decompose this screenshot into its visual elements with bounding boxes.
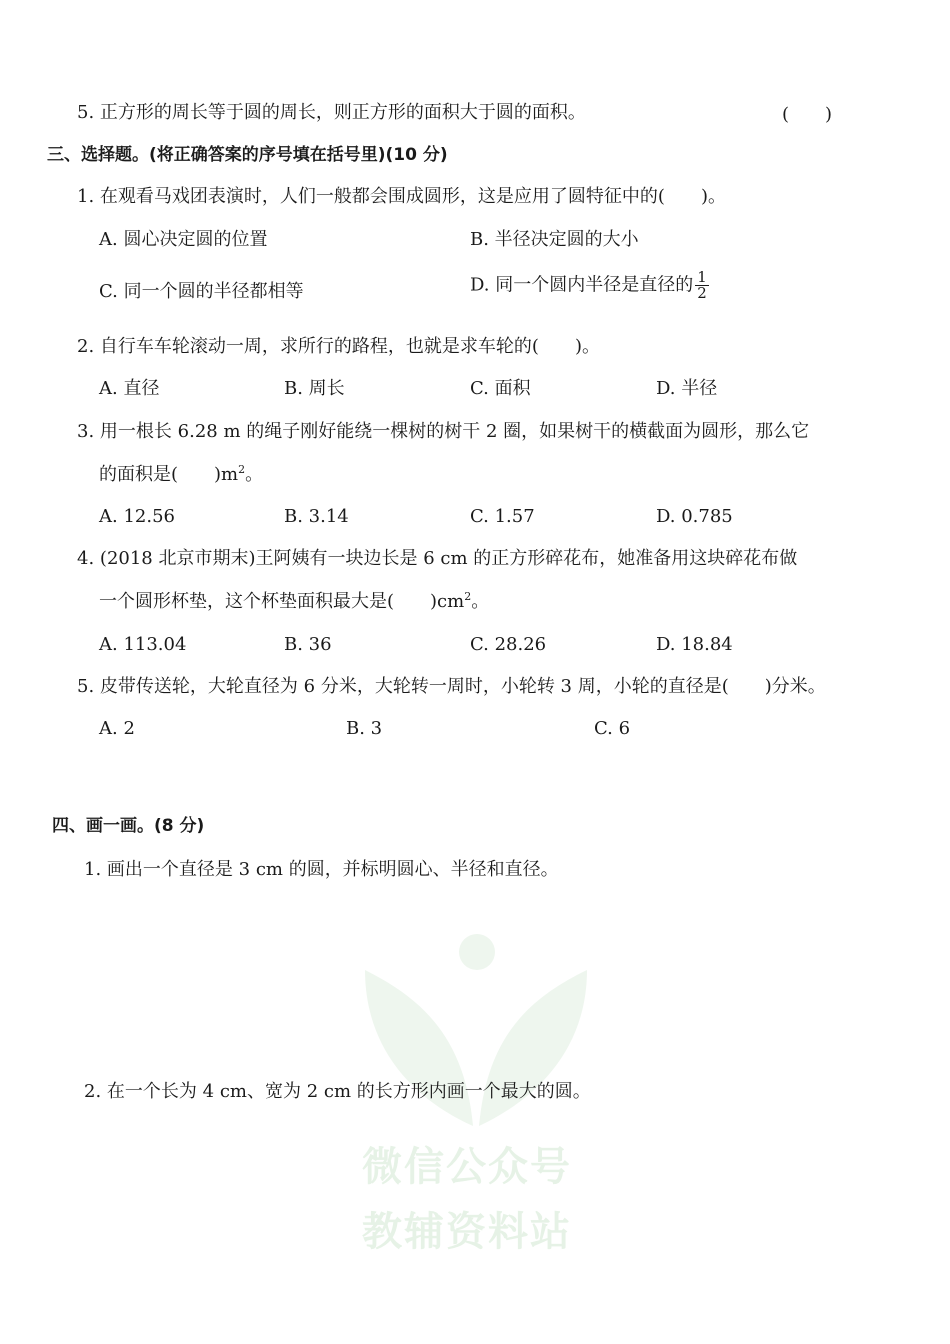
watermark-line1: 微信公众号 — [362, 1144, 572, 1190]
watermark-line2: 教辅资料站 — [362, 1209, 572, 1255]
question-end: 。 — [471, 591, 490, 612]
option-b[interactable]: B. 36 — [284, 634, 332, 655]
question-number: 5. — [77, 676, 95, 697]
choice-question-3 — [77, 419, 809, 445]
drawing-question-1 — [84, 857, 559, 883]
option-b[interactable]: B. 3.14 — [284, 506, 349, 527]
question-number: 5. — [77, 102, 95, 123]
choice-question-3-line2 — [99, 462, 263, 488]
superscript: 2 — [464, 590, 472, 603]
option-a[interactable]: A. 圆心决定圆的位置 — [99, 229, 268, 250]
question-text: (2018 北京市期末)王阿姨有一块边长是 6 cm 的正方形碎花布，她准备用这块碎花布做 — [99, 548, 798, 569]
question-number: 2. — [84, 1081, 102, 1102]
question-text: 画出一个直径是 3 cm 的圆，并标明圆心、半径和直径。 — [106, 859, 559, 880]
choice-question-4-line2 — [99, 589, 489, 615]
choice-question-1 — [77, 184, 726, 210]
answer-blank[interactable]: ( ) — [782, 104, 833, 125]
option-c[interactable]: C. 面积 — [470, 378, 531, 399]
question-number: 1. — [77, 186, 95, 207]
question-number: 3. — [77, 421, 95, 442]
question-number: 1. — [84, 859, 102, 880]
fraction-denominator: 2 — [697, 284, 707, 302]
question-text: 在一个长为 4 cm、宽为 2 cm 的长方形内画一个最大的圆。 — [106, 1081, 591, 1102]
section-3-title: 三、选择题。(将正确答案的序号填在括号里)(10 分) — [47, 145, 448, 165]
option-d[interactable]: D. 半径 — [656, 378, 718, 399]
option-a[interactable]: A. 直径 — [99, 378, 160, 399]
option-b[interactable]: B. 周长 — [284, 378, 345, 399]
question-text: 正方形的周长等于圆的周长，则正方形的面积大于圆的面积。 — [99, 102, 586, 123]
choice-question-5 — [77, 674, 826, 700]
question-text: 自行车车轮滚动一周，求所行的路程，也就是求车轮的( )。 — [99, 336, 600, 357]
option-d[interactable]: D. 0.785 — [656, 506, 733, 527]
question-text: 皮带传送轮，大轮直径为 6 分米，大轮转一周时，小轮转 3 周，小轮的直径是( )分米。 — [99, 676, 826, 697]
question-text: 用一根长 6.28 m 的绳子刚好能绕一棵树的树干 2 圈，如果树干的横截面为圆形，那么它 — [99, 421, 810, 442]
question-number: 4. — [77, 548, 95, 569]
option-c[interactable]: C. 6 — [594, 718, 631, 739]
superscript: 2 — [238, 463, 246, 476]
question-number: 2. — [77, 336, 95, 357]
option-a[interactable]: A. 113.04 — [99, 634, 187, 655]
section-4-title: 四、画一画。(8 分) — [52, 816, 205, 836]
option-d[interactable] — [470, 270, 709, 301]
fraction-numerator: 1 — [697, 268, 707, 286]
option-a[interactable]: A. 12.56 — [99, 506, 175, 527]
question-text-continued: 的面积是( )m — [99, 464, 239, 485]
choice-question-4 — [77, 546, 797, 572]
option-c[interactable]: C. 1.57 — [470, 506, 535, 527]
judge-question-5 — [77, 100, 586, 126]
question-end: 。 — [245, 464, 264, 485]
option-b[interactable]: B. 半径决定圆的大小 — [470, 229, 639, 250]
option-d[interactable]: D. 18.84 — [656, 634, 733, 655]
option-a[interactable]: A. 2 — [99, 718, 135, 739]
question-text-continued: 一个圆形杯垫，这个杯垫面积最大是( )cm — [99, 591, 465, 612]
choice-question-2 — [77, 334, 600, 360]
question-text: 在观看马戏团表演时，人们一般都会围成圆形，这是应用了圆特征中的( )。 — [99, 186, 726, 207]
option-c[interactable]: C. 28.26 — [470, 634, 547, 655]
drawing-question-2 — [84, 1079, 591, 1105]
option-c[interactable]: C. 同一个圆的半径都相等 — [99, 281, 304, 302]
fraction-one-half — [695, 270, 709, 301]
option-b[interactable]: B. 3 — [346, 718, 383, 739]
option-d-text: D. 同一个圆内半径是直径的 — [470, 274, 694, 296]
